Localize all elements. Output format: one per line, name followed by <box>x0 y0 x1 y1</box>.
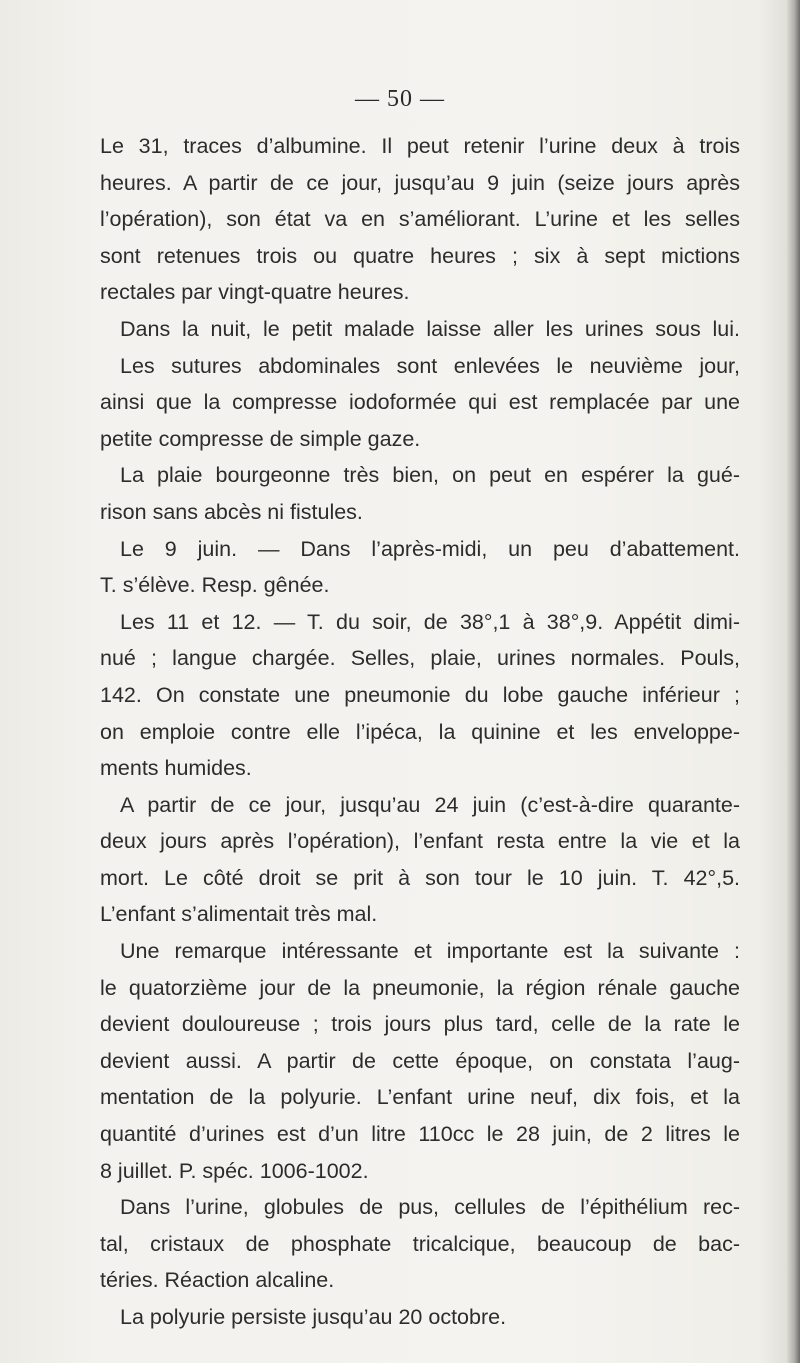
text-line: Les sutures abdominales sont enlevées le neuvième jour, <box>120 353 740 378</box>
text-line: ainsi que la compresse iodoformée qui est remplacée par une <box>100 390 740 415</box>
text-line: Les 11 et 12. — T. du soir, de 38°,1 à 38°,9. Appétit dimi- <box>120 609 740 634</box>
text-line: devient douloureuse ; trois jours plus tard, celle de la rate le <box>100 1012 740 1037</box>
text-line: La plaie bourgeonne très bien, on peut en espérer la gué- <box>120 463 740 488</box>
text-line: rectales par vingt-quatre heures. <box>100 280 410 305</box>
text-line: on emploie contre elle l’ipéca, la quinine et les enveloppe- <box>100 719 740 744</box>
page-edge-shadow <box>786 0 800 1363</box>
text-line: sont retenues trois ou quatre heures ; six à sept mictions <box>100 243 740 268</box>
text-line: l’opération), son état va en s’améliorant. L’urine et les selles <box>100 207 740 232</box>
text-line: le quatorzième jour de la pneumonie, la région rénale gauche <box>100 975 740 1000</box>
text-line: Dans l’urine, globules de pus, cellules de l’épithélium rec- <box>120 1195 740 1220</box>
text-line: nué ; langue chargée. Selles, plaie, urines normales. Pouls, <box>100 646 740 671</box>
text-line: deux jours après l’opération), l’enfant resta entre la vie et la <box>100 829 740 854</box>
text-line: A partir de ce jour, jusqu’au 24 juin (c’est-à-dire quarante- <box>120 792 740 817</box>
text-line: Dans la nuit, le petit malade laisse aller les urines sous lui. <box>120 316 740 341</box>
text-line: mentation de la polyurie. L’enfant urine neuf, dix fois, et la <box>100 1085 740 1110</box>
text-line: tal, cristaux de phosphate tricalcique, beaucoup de bac- <box>100 1231 740 1256</box>
body-text <box>100 128 740 1336</box>
text-line: Le 31, traces d’albumine. Il peut retenir l’urine deux à trois <box>100 134 740 158</box>
text-line: mort. Le côté droit se prit à son tour le 10 juin. T. 42°,5. <box>100 865 740 890</box>
text-line: T. s’élève. Resp. gênée. <box>100 573 330 598</box>
text-line: L’enfant s’alimentait très mal. <box>100 902 378 927</box>
page-number: — 50 — <box>355 86 445 112</box>
text-line: rison sans abcès ni fistules. <box>100 499 363 524</box>
text-line: heures. A partir de ce jour, jusqu’au 9 juin (seize jours après <box>100 170 740 195</box>
text-line: Une remarque intéressante et importante est la suivante : <box>120 939 740 964</box>
text-line: 8 juillet. P. spéc. 1006-1002. <box>100 1158 369 1183</box>
text-line: devient aussi. A partir de cette époque, on constata l’aug- <box>100 1048 740 1073</box>
text-line: ments humides. <box>100 756 252 781</box>
text-line: petite compresse de simple gaze. <box>100 426 421 451</box>
text-line: 142. On constate une pneumonie du lobe gauche inférieur ; <box>100 682 740 707</box>
text-line: téries. Réaction alcaline. <box>100 1268 335 1293</box>
text-line: quantité d’urines est d’un litre 110cc le 28 juin, de 2 litres le <box>100 1122 740 1147</box>
text-line: La polyurie persiste jusqu’au 20 octobre. <box>120 1305 507 1329</box>
text-line: Le 9 juin. — Dans l’après-midi, un peu d’abattement. <box>120 536 740 561</box>
